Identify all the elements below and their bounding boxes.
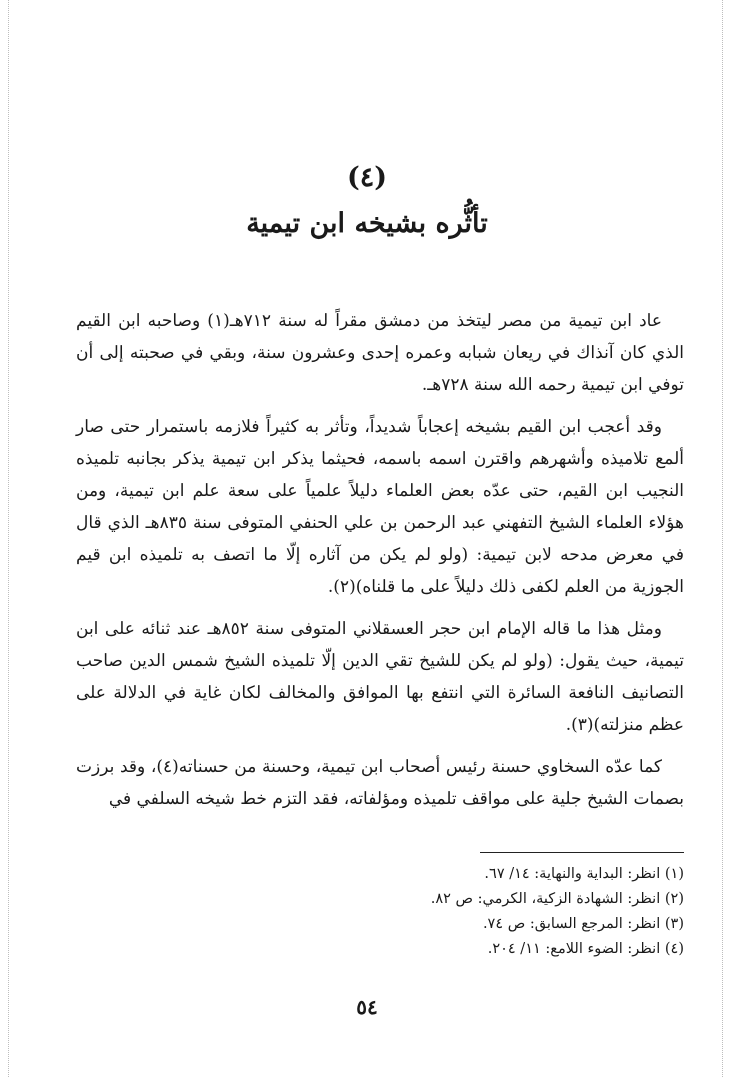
paragraph: ومثل هذا ما قاله الإمام ابن حجر العسقلاني المتوفى سنة ٨٥٢هـ عند ثنائه على ابن تيمية، حيث يقول: (ولو لم يكن للشيخ تقي الدين إلّا تلميذه الشيخ شمس الدين صاحب التصانيف النافعة السائرة التي انتفع بها الموافق والمخالف لكان غاية في الدلالة على عظم منزلته)(٣). — [76, 619, 684, 735]
body-text — [76, 305, 684, 825]
chapter-number: (٤) — [346, 162, 388, 193]
footnote: (٤) انظر: الضوء اللامع: ١١/ ٢٠٤. — [487, 941, 684, 957]
footnote: (٣) انظر: المرجع السابق: ص ٧٤. — [482, 916, 684, 932]
footnote: (١) انظر: البداية والنهاية: ١٤/ ٦٧. — [484, 866, 684, 882]
footnote-separator — [480, 852, 684, 853]
footnotes — [300, 862, 684, 962]
chapter-title: تأثُّره بشيخه ابن تيمية — [246, 208, 488, 239]
paragraph: عاد ابن تيمية من مصر ليتخذ من دمشق مقراً له سنة ٧١٢هـ(١) وصاحبه ابن القيم الذي كان آنذاك في ريعان شبابه وعمره إحدى وعشرون سنة، وبقي في صحبته إلى أن توفي ابن تيمية رحمه الله سنة ٧٢٨هـ. — [76, 311, 684, 395]
paragraph: كما عدّه السخاوي حسنة رئيس أصحاب ابن تيمية، وحسنة من حسناته(٤)، وقد برزت بصمات الشيخ جلية على مواقف تلميذه ومؤلفاته، فقد التزم خط شيخه السلفي في — [76, 757, 684, 809]
footnote: (٢) انظر: الشهادة الزكية، الكرمي: ص ٨٢. — [430, 891, 684, 907]
paragraph: وقد أعجب ابن القيم بشيخه إعجاباً شديداً، وتأثر به كثيراً فلازمه باستمرار حتى صار ألمع تلاميذه وأشهرهم واقترن اسمه باسمه، فحيثما يذكر ابن تيمية يذكر بجانبه تلميذه النجيب ابن القيم، حتى عدّه بعض العلماء دليلاً علمياً على سعة علم ابن تيمية، ومن هؤلاء العلماء الشيخ التفهني عبد الرحمن بن علي الحنفي المتوفى سنة ٨٣٥هـ الذي قال في معرض مدحه لابن تيمية: (ولو لم يكن من آثاره إلّا ما اتصف به تلميذه ابن قيم الجوزية من العلم لكفى ذلك دليلاً على ما قلناه)(٢). — [76, 417, 684, 597]
page-number: ٥٤ — [356, 995, 378, 1019]
